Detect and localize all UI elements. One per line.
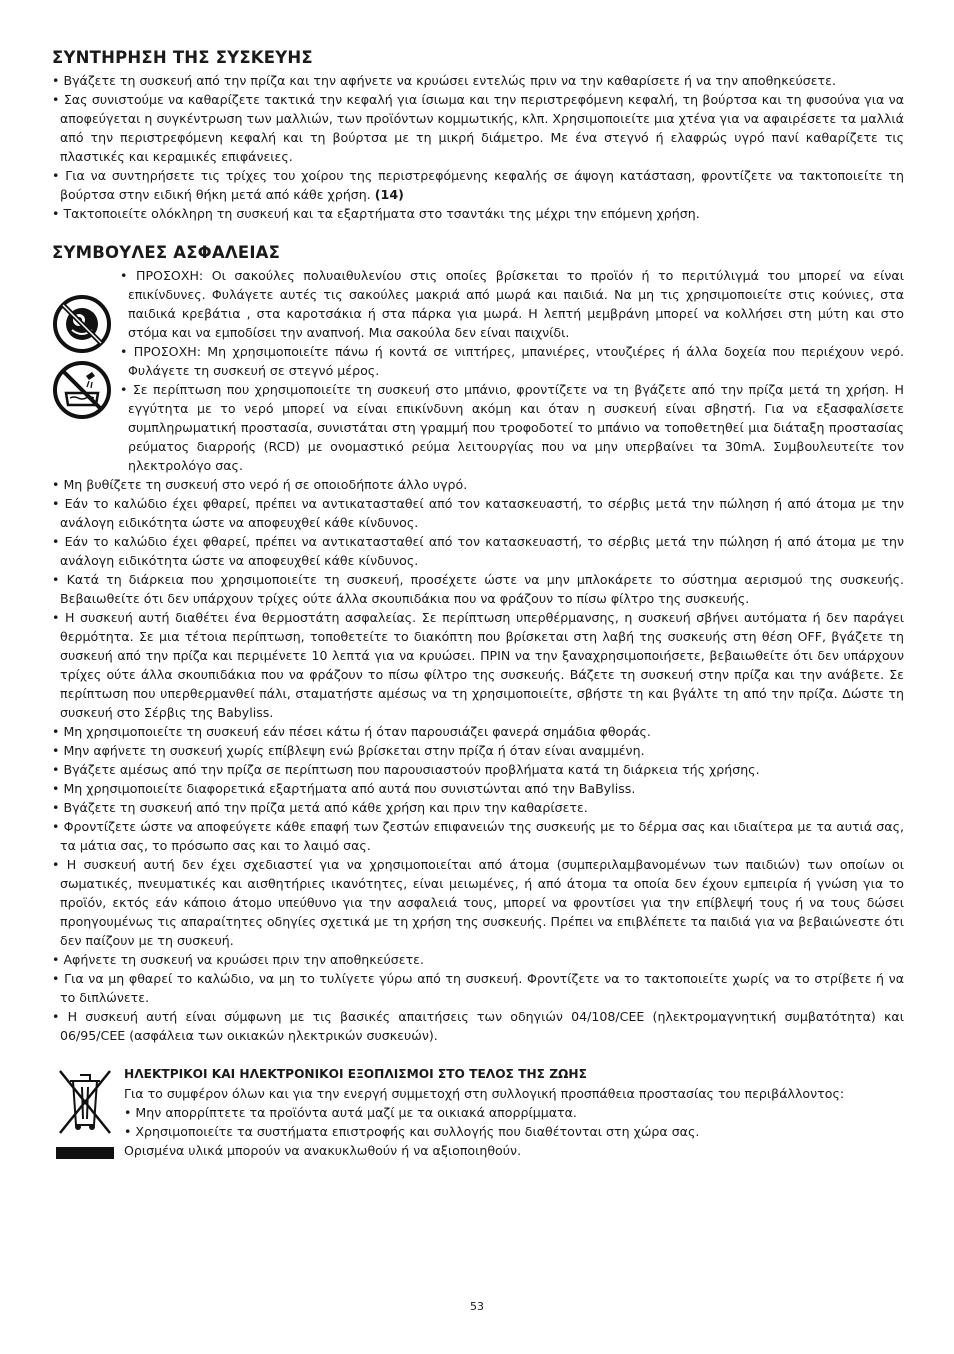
safety-list <box>52 475 904 1045</box>
safety-item: • Βγάζετε τη συσκευή από την πρίζα μετά από κάθε χρήση και πριν την καθαρίσετε. <box>52 798 904 817</box>
maintenance-item: • Τακτοποιείτε ολόκληρη τη συσκευή και τα εξαρτήματα στο τσαντάκι της μέχρι την επόμενη χρήση. <box>52 204 904 223</box>
safety-item: • Φροντίζετε ώστε να αποφεύγετε κάθε επαφή των ζεστών επιφανειών της συσκευής με το δέρμα σας και ιδιαίτερα με τα αυτιά σας, τα μάτια σας, το πρόσωπο σας και το λαιμό σας. <box>52 817 904 855</box>
maintenance-item: • Βγάζετε τη συσκευή από την πρίζα και την αφήνετε να κρυώσει εντελώς πριν να την καθαρίσετε ή να την αποθηκεύσετε. <box>52 71 904 90</box>
weee-bin-icon <box>56 1067 114 1165</box>
safety-item: • Εάν το καλώδιο έχει φθαρεί, πρέπει να αντικατασταθεί από τον κατασκευαστή, το σέρβις μετά την πώληση ή από άτομα με την ανάλογη ειδικότητα ώστε να αποφευχθεί κάθε κίνδυνος. <box>52 494 904 532</box>
safety-item: • Μην αφήνετε τη συσκευή χωρίς επίβλεψη ενώ βρίσκεται στην πρίζα ή όταν είναι αναμμένη. <box>52 741 904 760</box>
safety-item: • Η συσκευή αυτή είναι σύμφωνη με τις βασικές απαιτήσεις των οδηγιών 04/108/CEE (ηλεκτρομαγνητική συμβατότητα) και 06/95/CEE (ασφάλεια των οικιακών ηλεκτρικών συσκευών). <box>52 1007 904 1045</box>
safety-item: • Βγάζετε αμέσως από την πρίζα σε περίπτωση που παρουσιαστούν προβλήματα κατά τη διάρκεια τής χρήσης. <box>52 760 904 779</box>
safety-item: • Μη χρησιμοποιείτε διαφορετικά εξαρτήματα από αυτά που συνιστώνται από την BaByliss. <box>52 779 904 798</box>
safety-section <box>52 243 904 1045</box>
maintenance-list <box>52 71 904 223</box>
safety-item: • Η συσκευή αυτή διαθέτει ένα θερμοστάτη ασφαλείας. Σε περίπτωση υπερθέρμανσης, η συσκευή σβήνει αυτόματα ή δεν παράγει θερμότητα. Σε μια τέτοια περίπτωση, τοποθετείτε το διακόπτη που βρίσκεται στη λαβή της συσκευής στη θέση OFF, βγάζετε τη συσκευή από την πρίζα και περιμένετε 10 λεπτά για να κρυώσει. ΠΡΙΝ να την ξαναχρησιμοποιήσετε, βεβαιωθείτε ότι δεν υπάρχουν τρίχες ούτε άλλα σκουπιδάκια που να φράζουν το πίσω φίλτρο της συσκευής. Βάζετε τη συσκευή στην πρίζα και την ανάβετε. Σε περίπτωση που υπερθερμανθεί πάλι, σταματήστε αμέσως να τη χρησιμοποιείτε, σβήστε τη και βγάλτε τη από την πρίζα. Δώστε τη συσκευή στο Σέρβις της Babyliss. <box>52 608 904 722</box>
figure-ref: (14) <box>374 187 404 202</box>
page-content <box>52 48 904 1160</box>
warning-block <box>52 266 904 475</box>
safety-item: • Μη βυθίζετε τη συσκευή στο νερό ή σε οποιοδήποτε άλλο υγρό. <box>52 475 904 494</box>
maintenance-section <box>52 48 904 223</box>
maintenance-title: ΣΥΝΤΗΡΗΣΗ ΤΗΣ ΣΥΣΚΕΥΗΣ <box>52 48 313 67</box>
warning-item: • ΠΡΟΣΟΧΗ: Μη χρησιμοποιείτε πάνω ή κοντά σε νιπτήρες, μπανιέρες, ντουζιέρες ή άλλα δοχεία που περιέχουν νερό. Φυλάγετε τη συσκευή σε στεγνό μέρος. <box>120 342 904 380</box>
weee-bullet: • Χρησιμοποιείτε τα συστήματα επιστροφής και συλλογής που διαθέτονται στη χώρα σας. <box>124 1124 700 1139</box>
warning-item: • ΠΡΟΣΟΧΗ: Οι σακούλες πολυαιθυλενίου στις οποίες βρίσκεται το προϊόν ή το περιτύλιγμά του μπορεί να είναι επικίνδυνες. Φυλάγετε αυτές τις σακούλες μακριά από μωρά και παιδιά. Να μη τις χρησιμοποιείτε στις κούνιες, στα παιδικά κρεβάτια , στα καροτσάκια ή στα πάρκα για μωρά. Η λεπτή μεμβράνη μπορεί να κολλήσει στη μύτη και στο στόμα και να εμποδίσει την αναπνοή. Μια σακούλα δεν είναι παιχνίδι. <box>120 266 904 342</box>
safety-item: • Μη χρησιμοποιείτε τη συσκευή εάν πέσει κάτω ή όταν παρουσιάζει φανερά σημάδια φθοράς. <box>52 722 904 741</box>
weee-section <box>52 1065 904 1160</box>
no-child-bag-icon <box>52 294 112 354</box>
safety-item: • Η συσκευή αυτή δεν έχει σχεδιαστεί για να χρησιμοποιείται από άτομα (συμπεριλαμβανομένων των παιδιών) των οποίων οι σωματικές, πνευματικές και αισθητήριες ικανότητες, είναι μειωμένες, ή από άτομα τα οποία δεν έχουν εμπειρία ή γνώση για το προϊόν, εκτός εάν κάποιο άτομο υπεύθυνο για την ασφαλειά τους, μπορεί να φροντίσει για την επίβλεψή τους ή να τους δώσει προηγουμένως τις απαραίτητες οδηγίες σχετικά με τη χρήση της συσκευής. Πρέπει να επιβλέπετε τα παιδιά για να βεβαιώνεστε ότι δεν παίζουν με τη συσκευή. <box>52 855 904 950</box>
safety-title: ΣΥΜΒΟΥΛΕΣ ΑΣΦΑΛΕΙΑΣ <box>52 243 281 262</box>
safety-item: • Αφήνετε τη συσκευή να κρυώσει πριν την αποθηκεύσετε. <box>52 950 904 969</box>
safety-item: • Για να μη φθαρεί το καλώδιο, να μη το τυλίγετε γύρω από τη συσκευή. Φροντίζετε να το τακτοποιείτε χωρίς να το στρίβετε ή να το διπλώνετε. <box>52 969 904 1007</box>
maintenance-item: • Σας συνιστούμε να καθαρίζετε τακτικά την κεφαλή για ίσιωμα και την περιστρεφόμενη κεφαλή, τη βούρτσα και τη φυσούνα για να αποφεύγεται η συγκέντρωση των μαλλιών, των προϊόντων κομμωτικής, κλπ. Χρησιμοποιείτε μια χτένα για να αφαιρέσετε τα μαλλιά από την περιστρεφόμενη κεφαλή και τη βούρτσα με τη μικρή διάμετρο. Με ένα στεγνό ή ελαφρώς υγρό πανί καθαρίζετε τις πλαστικές και κεραμικές επιφάνειες. <box>52 90 904 166</box>
warning-icons <box>52 294 112 426</box>
weee-outro: Ορισμένα υλικά μπορούν να ανακυκλωθούν ή να αξιοποιηθούν. <box>124 1143 522 1158</box>
weee-title: ΗΛΕΚΤΡΙΚΟΙ ΚΑΙ ΗΛΕΚΤΡΟΝΙΚΟΙ ΕΞΟΠΛΙΣΜΟΙ ΣΤΟ ΤΕΛΟΣ ΤΗΣ ΖΩΗΣ <box>124 1067 587 1081</box>
warning-list <box>120 266 904 475</box>
weee-intro: Για το συμφέρον όλων και για την ενεργή συμμετοχή στη συλλογική προσπάθεια προστασίας του περιβάλλοντος: <box>124 1086 845 1101</box>
safety-item: • Κατά τη διάρκεια που χρησιμοποιείτε τη συσκευή, προσέχετε ώστε να μην μπλοκάρετε το σύστημα αερισμού της συσκευής. Βεβαιωθείτε ότι δεν υπάρχουν τρίχες ούτε άλλα σκουπιδάκια που να φράζουν το πίσω φίλτρο της συσκευής. <box>52 570 904 608</box>
page-number: 53 <box>470 1300 484 1313</box>
weee-bullet: • Μην απορρίπτετε τα προϊόντα αυτά μαζί με τα οικιακά απορρίμματα. <box>124 1105 577 1120</box>
warning-item: • Σε περίπτωση που χρησιμοποιείτε τη συσκευή στο μπάνιο, φροντίζετε να τη βγάζετε από την πρίζα μετά τη χρήση. Η εγγύτητα με το νερό μπορεί να είναι επικίνδυνη ακόμη και όταν η συσκευή είναι σβηστή. Για να εξασφαλίσετε συμπληρωματική προστασία, συνιστάται στη γραμμή που τροφοδοτεί το μπάνιο να τοποθετηθεί μια διάταξη προστασίας ρεύματος διαρροής (RCD) με ονομαστικό ρεύμα λειτουργίας που να μην υπερβαίνει τα 30mA. Συμβουλευτείτε τον ηλεκτρολόγο σας. <box>120 380 904 475</box>
no-water-icon <box>52 360 112 420</box>
safety-item: • Εάν το καλώδιο έχει φθαρεί, πρέπει να αντικατασταθεί από τον κατασκευαστή, το σέρβις μετά την πώληση ή από άτομα με την ανάλογη ειδικότητα ώστε να αποφευχθεί κάθε κίνδυνος. <box>52 532 904 570</box>
maintenance-item <box>52 166 904 204</box>
maintenance-item-text: Για να συντηρήσετε τις τρίχες του χοίρου της περιστρεφόμενης κεφαλής σε άψογη κατάσταση, φροντίζετε να τακτοποιείτε τη βούρτσα στην ειδική θήκη μετά από κάθε χρήση. <box>60 168 904 202</box>
